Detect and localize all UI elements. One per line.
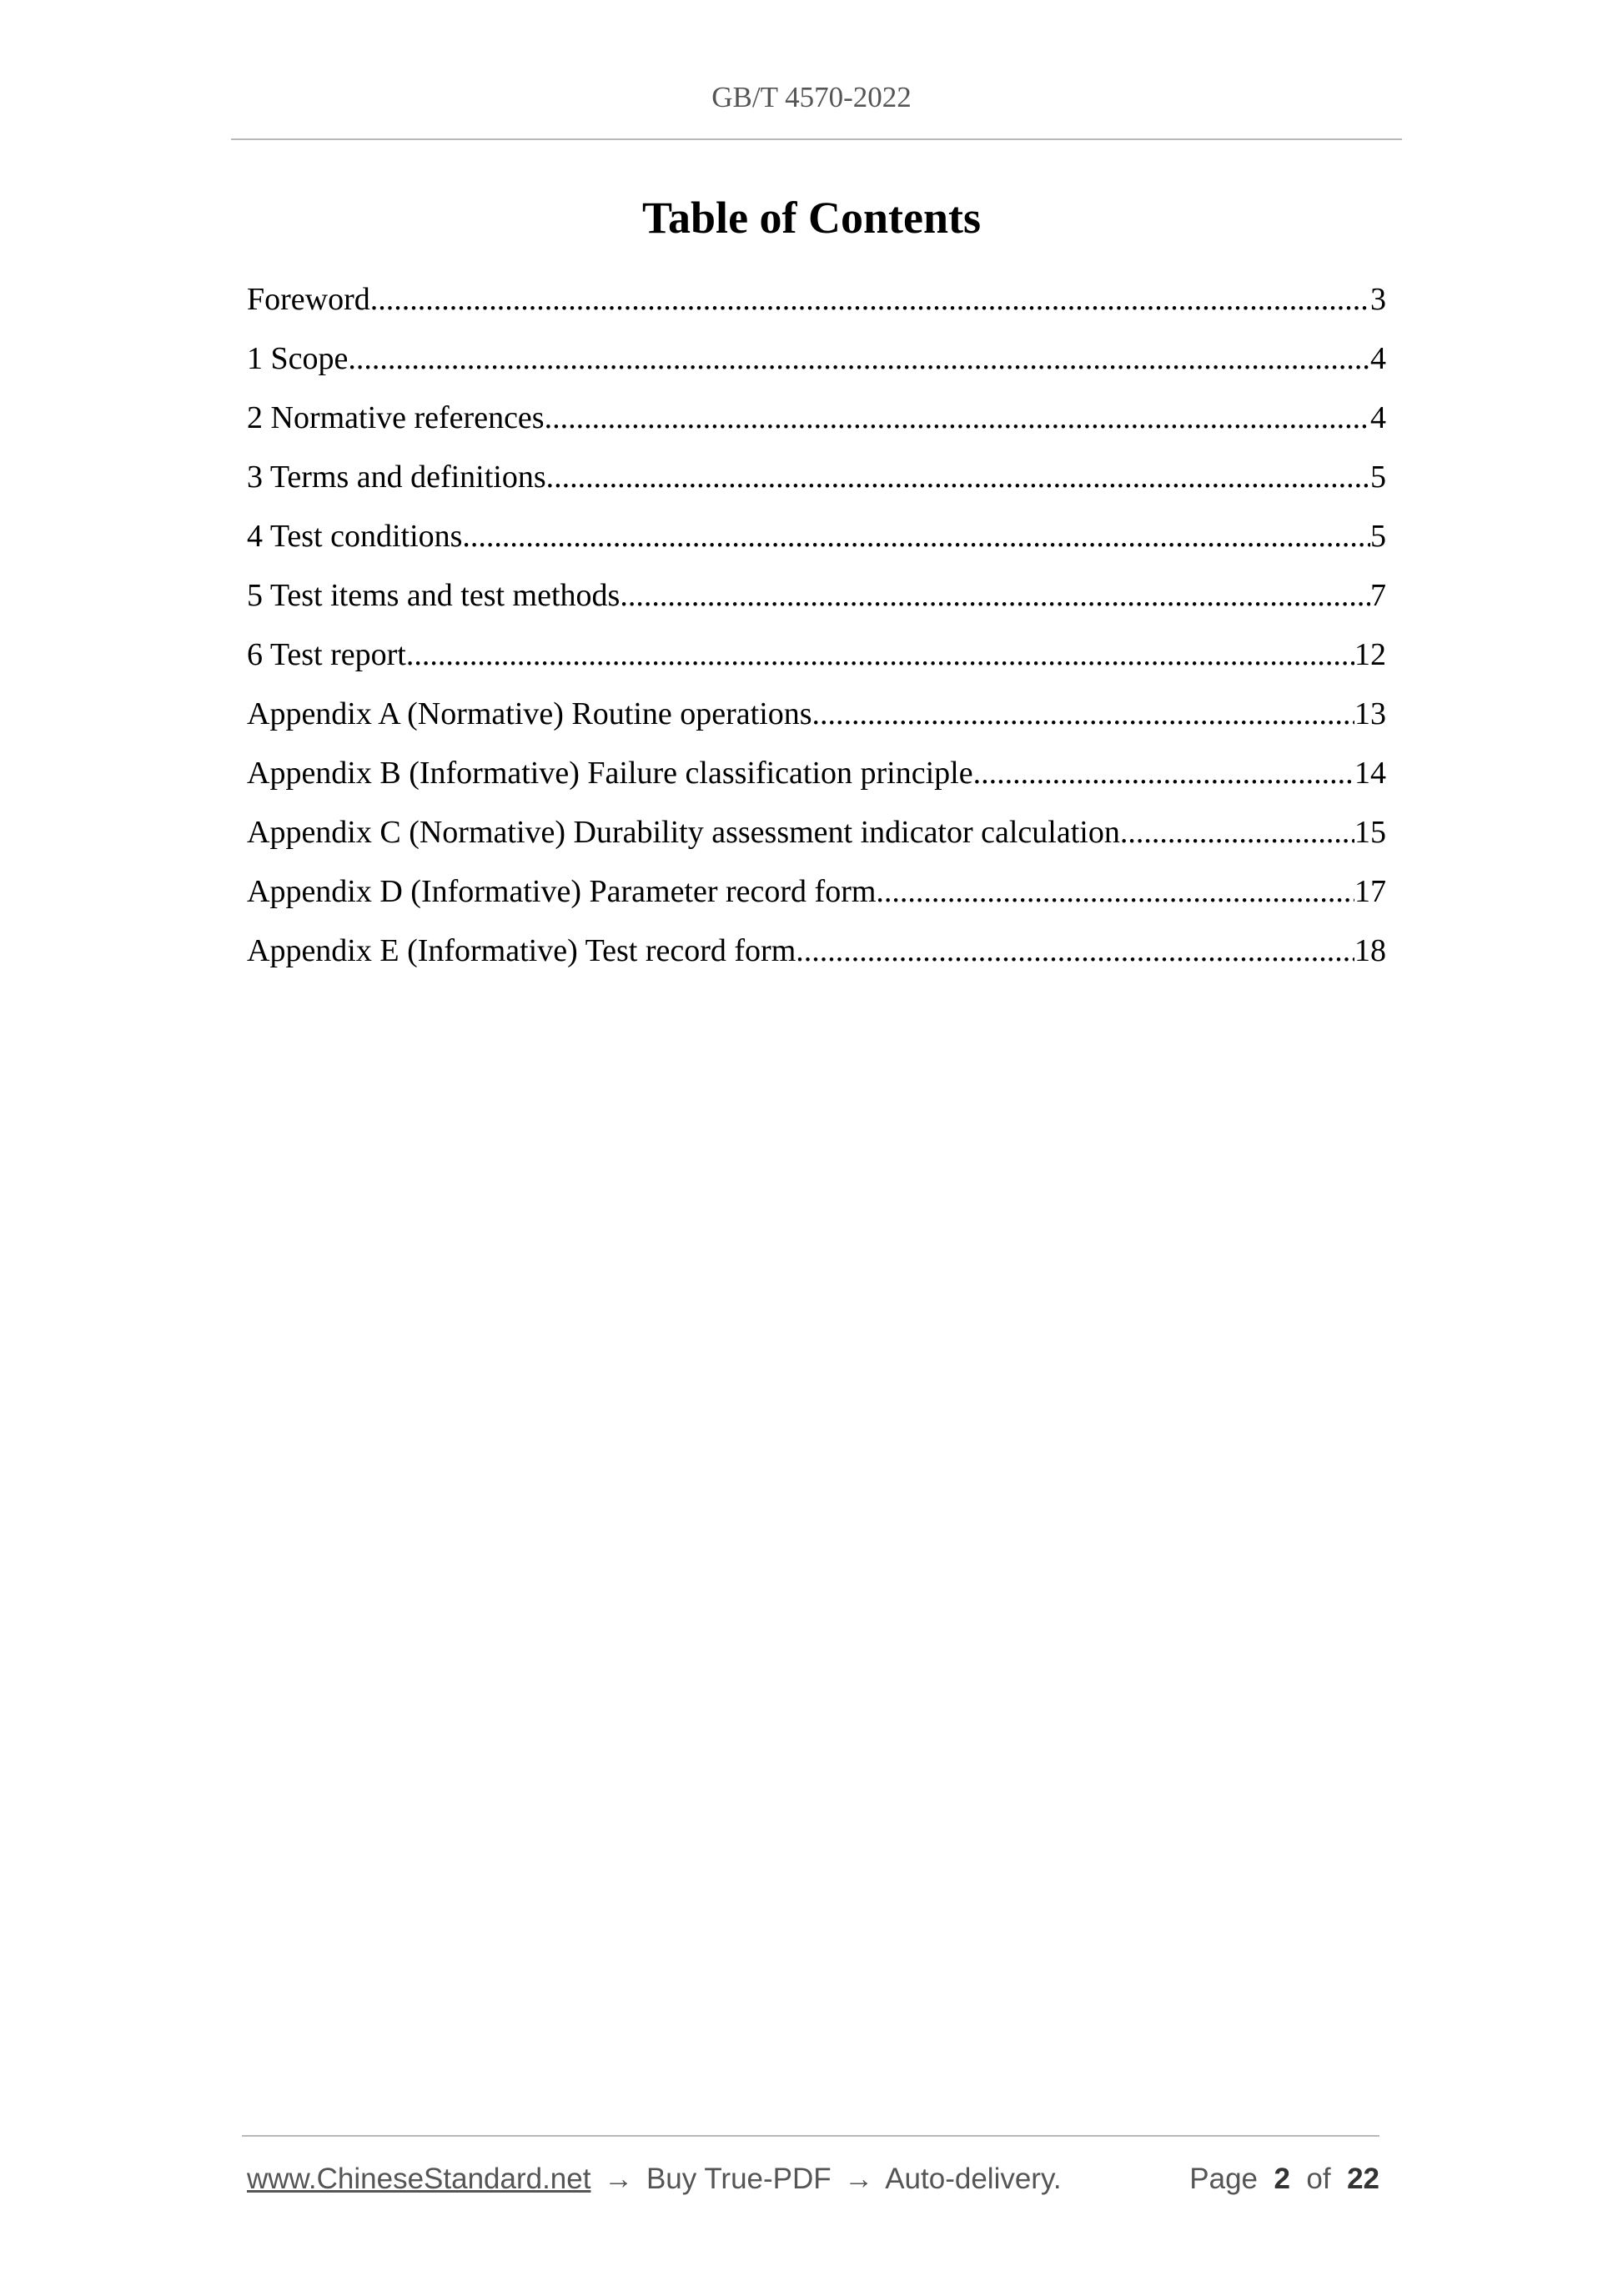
total-pages-number: 22 [1347,2163,1379,2195]
toc-dot-leader [348,337,1370,380]
arrow-right-icon: → [604,2163,634,2195]
auto-delivery-text: Auto-delivery. [885,2163,1062,2195]
toc-entry-appendix-b[interactable] [247,751,1386,811]
toc-dot-leader [545,396,1370,440]
toc-entry-page: 14 [1354,756,1386,791]
toc-entry-page: 5 [1370,519,1386,554]
toc-entry-appendix-a[interactable] [247,692,1386,751]
toc-entry-page: 4 [1370,341,1386,376]
toc-dot-leader [406,633,1354,676]
toc-entry-label: 4 Test conditions [247,519,463,554]
current-page-number: 2 [1274,2163,1290,2195]
toc-entry-label: Appendix E (Informative) Test record form [247,933,796,968]
toc-entry-label: 6 Test report [247,637,406,672]
toc-entry-label: 1 Scope [247,341,349,376]
buy-true-pdf-text: Buy True-PDF [646,2163,832,2195]
toc-title: Table of Contents [641,193,982,243]
document-code-header: GB/T 4570-2022 [711,81,912,113]
toc-entry-page: 3 [1370,282,1386,317]
toc-entry-terms-definitions[interactable] [247,455,1386,515]
toc-entry-label: 5 Test items and test methods [247,578,621,613]
arrow-right-icon: → [844,2163,874,2195]
toc-entry-normative-references[interactable] [247,396,1386,455]
toc-dot-leader [796,929,1354,972]
toc-entry-test-conditions[interactable] [247,515,1386,574]
toc-entry-label: Appendix B (Informative) Failure classification principle [247,756,973,791]
toc-entry-appendix-d[interactable] [247,870,1386,929]
toc-entry-page: 5 [1370,460,1386,495]
toc-entry-page: 13 [1354,696,1386,731]
toc-entry-foreword[interactable] [247,278,1386,337]
header-divider [231,138,1402,140]
toc-dot-leader [370,278,1370,321]
toc-entry-label: Appendix A (Normative) Routine operations [247,696,812,731]
toc-entry-label: 2 Normative references [247,400,545,435]
site-link[interactable]: www.ChineseStandard.net [247,2163,591,2195]
toc-entry-appendix-c[interactable] [247,811,1386,870]
toc-entry-page: 12 [1354,637,1386,672]
of-label: of [1306,2163,1331,2195]
toc-entry-label: Appendix C (Normative) Durability assessment indicator calculation [247,815,1120,850]
footer-divider [242,2135,1379,2137]
toc-entry-page: 17 [1354,874,1386,909]
toc-list [247,278,1386,988]
toc-dot-leader [876,870,1354,913]
page-counter [1189,2158,1379,2200]
footer-promo [247,2158,1062,2200]
toc-entry-page: 7 [1370,578,1386,613]
toc-entry-page: 18 [1354,933,1386,968]
toc-dot-leader [620,574,1370,617]
toc-entry-test-items-methods[interactable] [247,574,1386,633]
toc-entry-test-report[interactable] [247,633,1386,692]
toc-entry-label: Appendix D (Informative) Parameter record form [247,874,877,909]
toc-entry-label: 3 Terms and definitions [247,460,546,495]
toc-dot-leader [812,692,1354,736]
toc-entry-label: Foreword [247,282,370,317]
page-label: Page [1189,2163,1259,2195]
toc-dot-leader [546,455,1370,499]
toc-entry-page: 4 [1370,400,1386,435]
toc-dot-leader [1120,811,1354,854]
toc-entry-scope[interactable] [247,337,1386,396]
page-footer [247,2158,1379,2200]
toc-dot-leader [462,515,1370,558]
toc-dot-leader [973,751,1354,795]
toc-entry-page: 15 [1354,815,1386,850]
toc-entry-appendix-e[interactable] [247,929,1386,988]
